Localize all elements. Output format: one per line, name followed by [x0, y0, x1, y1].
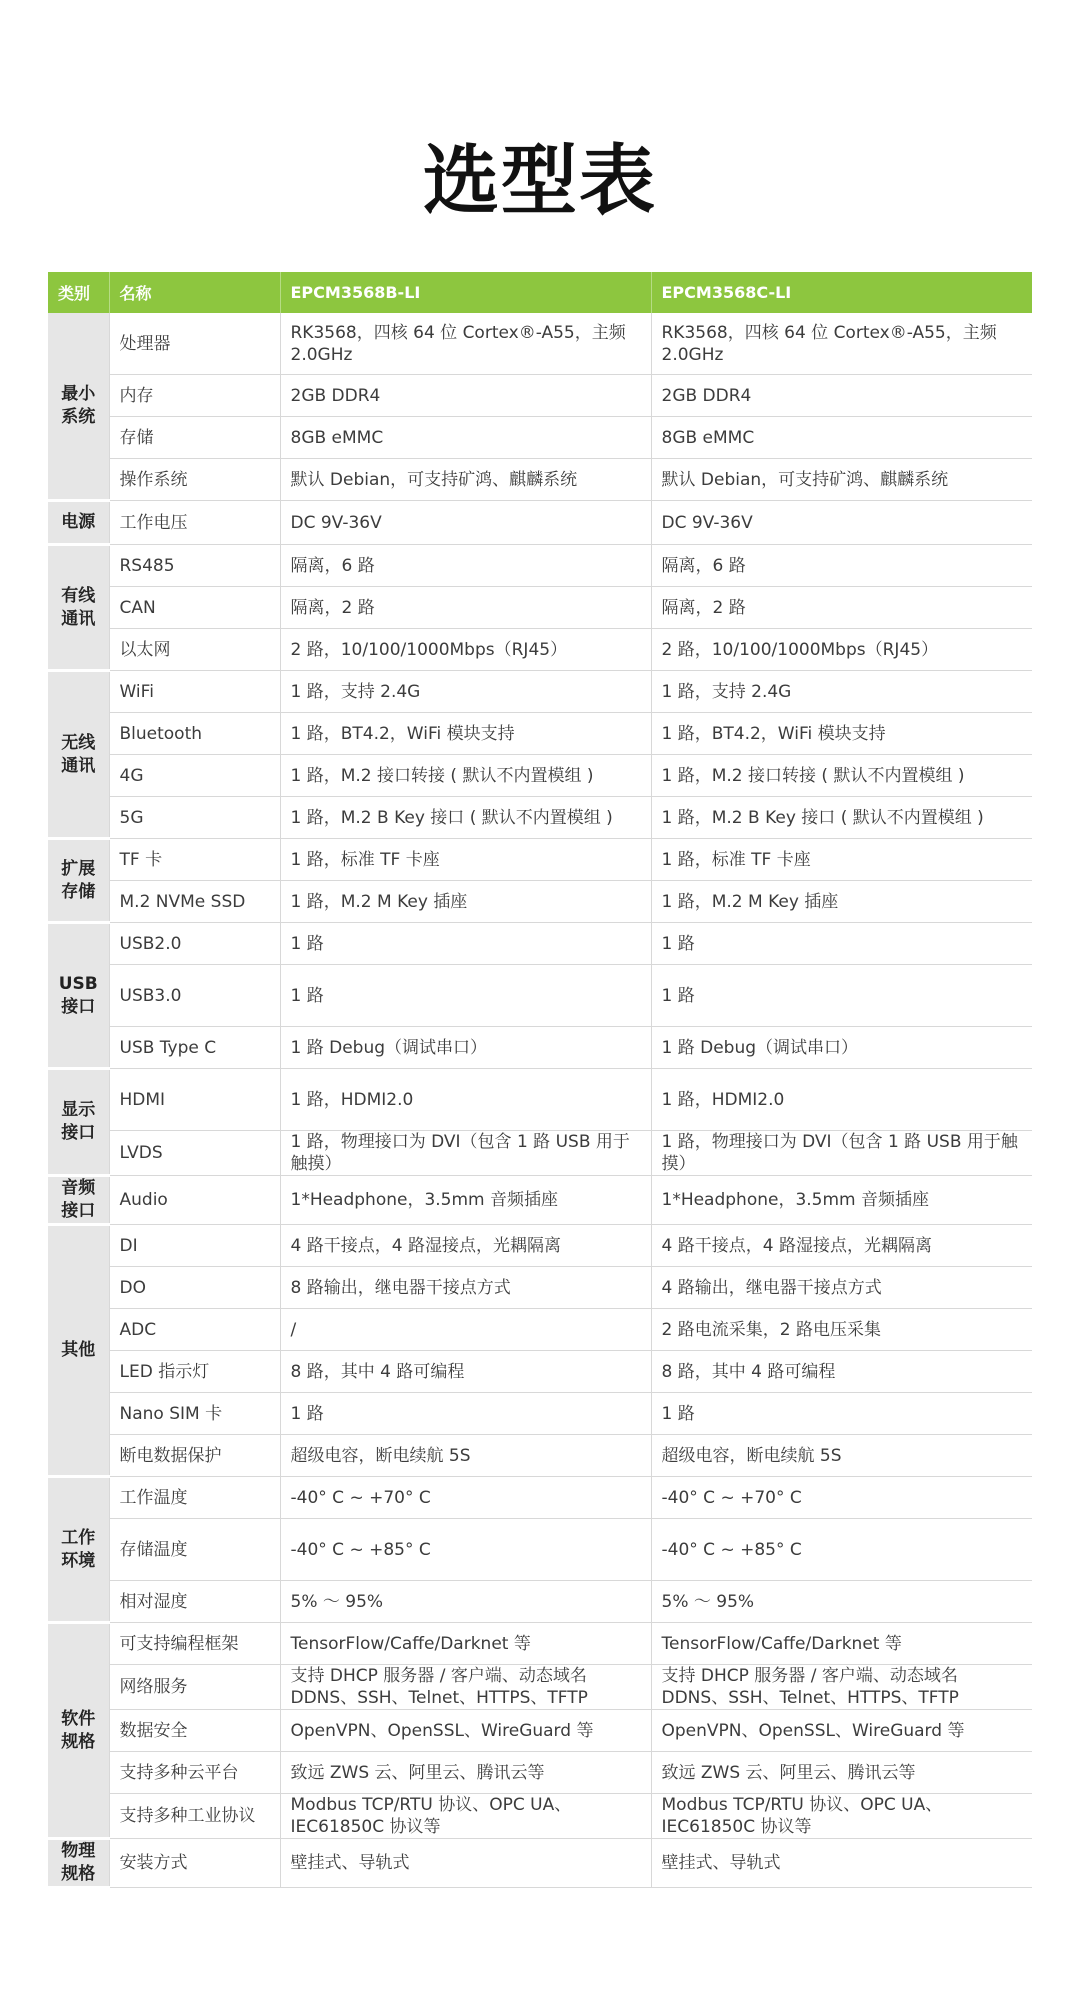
spec-value-b-cell: 默认 Debian，可支持矿鸿、麒麟系统	[280, 459, 651, 501]
spec-value-c-cell: Modbus TCP/RTU 协议、OPC UA、IEC61850C 协议等	[651, 1794, 1032, 1839]
table-row	[48, 417, 1032, 459]
spec-value-b-cell: 4 路干接点，4 路湿接点，光耦隔离	[280, 1225, 651, 1267]
category-cell: 最小 系统	[48, 313, 109, 501]
spec-name-cell: CAN	[109, 587, 280, 629]
table-row	[48, 839, 1032, 881]
spec-value-c-cell: TensorFlow/Caffe/Darknet 等	[651, 1623, 1032, 1665]
spec-value-b-cell: 2GB DDR4	[280, 375, 651, 417]
table-row	[48, 375, 1032, 417]
table-row	[48, 1176, 1032, 1225]
spec-value-c-cell: 默认 Debian，可支持矿鸿、麒麟系统	[651, 459, 1032, 501]
spec-value-b-cell: 1 路 Debug（调试串口）	[280, 1027, 651, 1069]
spec-name-cell: 4G	[109, 755, 280, 797]
spec-value-b-cell: 隔离，2 路	[280, 587, 651, 629]
spec-name-cell: 支持多种云平台	[109, 1752, 280, 1794]
table-row	[48, 313, 1032, 375]
spec-name-cell: Bluetooth	[109, 713, 280, 755]
spec-value-c-cell: 隔离，6 路	[651, 545, 1032, 587]
spec-value-b-cell: 8 路，其中 4 路可编程	[280, 1351, 651, 1393]
spec-value-b-cell: Modbus TCP/RTU 协议、OPC UA、IEC61850C 协议等	[280, 1794, 651, 1839]
header-category: 类别	[48, 272, 109, 313]
table-row	[48, 713, 1032, 755]
spec-name-cell: 以太网	[109, 629, 280, 671]
spec-value-c-cell: -40° C ~ +70° C	[651, 1477, 1032, 1519]
category-cell: 其他	[48, 1225, 109, 1477]
table-row	[48, 797, 1032, 839]
spec-value-c-cell: 2 路电流采集，2 路电压采集	[651, 1309, 1032, 1351]
spec-value-c-cell: 2GB DDR4	[651, 375, 1032, 417]
table-row	[48, 671, 1032, 713]
spec-value-b-cell: 5% ～ 95%	[280, 1581, 651, 1623]
category-cell: 软件 规格	[48, 1623, 109, 1839]
spec-value-c-cell: 1 路，M.2 M Key 插座	[651, 881, 1032, 923]
spec-value-c-cell: 1 路，物理接口为 DVI（包含 1 路 USB 用于触摸）	[651, 1131, 1032, 1176]
table-row	[48, 545, 1032, 587]
spec-value-b-cell: 8GB eMMC	[280, 417, 651, 459]
spec-name-cell: 支持多种工业协议	[109, 1794, 280, 1839]
spec-value-b-cell: TensorFlow/Caffe/Darknet 等	[280, 1623, 651, 1665]
spec-value-c-cell: -40° C ~ +85° C	[651, 1519, 1032, 1581]
spec-value-b-cell: 1 路，HDMI2.0	[280, 1069, 651, 1131]
table-row	[48, 501, 1032, 545]
spec-value-c-cell: 1 路，M.2 接口转接 ( 默认不内置模组 )	[651, 755, 1032, 797]
spec-value-b-cell: 超级电容，断电续航 5S	[280, 1435, 651, 1477]
spec-value-b-cell: -40° C ~ +70° C	[280, 1477, 651, 1519]
spec-name-cell: 工作电压	[109, 501, 280, 545]
table-row	[48, 881, 1032, 923]
spec-value-b-cell: 1 路，M.2 M Key 插座	[280, 881, 651, 923]
header-row	[48, 272, 1032, 313]
spec-value-c-cell: 8GB eMMC	[651, 417, 1032, 459]
spec-name-cell: 数据安全	[109, 1710, 280, 1752]
spec-value-c-cell: 1 路，支持 2.4G	[651, 671, 1032, 713]
spec-name-cell: 处理器	[109, 313, 280, 375]
spec-value-b-cell: 1 路	[280, 965, 651, 1027]
category-cell: 无线 通讯	[48, 671, 109, 839]
spec-value-b-cell: 1*Headphone，3.5mm 音频插座	[280, 1176, 651, 1225]
spec-name-cell: 工作温度	[109, 1477, 280, 1519]
header-model-b: EPCM3568B-LI	[280, 272, 651, 313]
spec-value-c-cell: 支持 DHCP 服务器 / 客户端、动态域名 DDNS、SSH、Telnet、HTTPS、TFTP	[651, 1665, 1032, 1710]
spec-value-b-cell: 1 路，M.2 B Key 接口 ( 默认不内置模组 )	[280, 797, 651, 839]
spec-value-b-cell: 支持 DHCP 服务器 / 客户端、动态域名 DDNS、SSH、Telnet、HTTPS、TFTP	[280, 1665, 651, 1710]
spec-value-b-cell: OpenVPN、OpenSSL、WireGuard 等	[280, 1710, 651, 1752]
table-body	[48, 313, 1032, 1888]
spec-value-c-cell: 1 路，HDMI2.0	[651, 1069, 1032, 1131]
page-title: 选型表	[423, 136, 657, 225]
spec-value-c-cell: 1 路，标准 TF 卡座	[651, 839, 1032, 881]
spec-value-c-cell: 致远 ZWS 云、阿里云、腾讯云等	[651, 1752, 1032, 1794]
spec-value-c-cell: 1 路，BT4.2，WiFi 模块支持	[651, 713, 1032, 755]
spec-value-b-cell: 1 路，标准 TF 卡座	[280, 839, 651, 881]
spec-value-b-cell: DC 9V-36V	[280, 501, 651, 545]
spec-name-cell: LED 指示灯	[109, 1351, 280, 1393]
category-cell: 显示 接口	[48, 1069, 109, 1176]
table-row	[48, 1839, 1032, 1888]
spec-value-b-cell: 8 路输出，继电器干接点方式	[280, 1267, 651, 1309]
table-row	[48, 1435, 1032, 1477]
table-row	[48, 1623, 1032, 1665]
table-row	[48, 1519, 1032, 1581]
spec-value-c-cell: 4 路输出，继电器干接点方式	[651, 1267, 1032, 1309]
spec-value-c-cell: 1 路，M.2 B Key 接口 ( 默认不内置模组 )	[651, 797, 1032, 839]
table-row	[48, 1752, 1032, 1794]
spec-value-c-cell: 1*Headphone，3.5mm 音频插座	[651, 1176, 1032, 1225]
spec-value-c-cell: 2 路，10/100/1000Mbps（RJ45）	[651, 629, 1032, 671]
category-cell: 有线 通讯	[48, 545, 109, 671]
spec-value-b-cell: 1 路，物理接口为 DVI（包含 1 路 USB 用于触摸）	[280, 1131, 651, 1176]
spec-value-b-cell: 1 路，支持 2.4G	[280, 671, 651, 713]
table-row	[48, 1665, 1032, 1710]
spec-value-c-cell: RK3568，四核 64 位 Cortex®-A55，主频2.0GHz	[651, 313, 1032, 375]
spec-name-cell: 断电数据保护	[109, 1435, 280, 1477]
spec-name-cell: HDMI	[109, 1069, 280, 1131]
spec-name-cell: ADC	[109, 1309, 280, 1351]
table-row	[48, 1710, 1032, 1752]
spec-value-c-cell: 超级电容，断电续航 5S	[651, 1435, 1032, 1477]
header-model-c: EPCM3568C-LI	[651, 272, 1032, 313]
spec-value-c-cell: 1 路	[651, 1393, 1032, 1435]
spec-value-b-cell: 致远 ZWS 云、阿里云、腾讯云等	[280, 1752, 651, 1794]
category-cell: 音频 接口	[48, 1176, 109, 1225]
spec-name-cell: USB3.0	[109, 965, 280, 1027]
table-row	[48, 1794, 1032, 1839]
header-name: 名称	[109, 272, 280, 313]
spec-name-cell: 可支持编程框架	[109, 1623, 280, 1665]
spec-name-cell: USB2.0	[109, 923, 280, 965]
spec-name-cell: WiFi	[109, 671, 280, 713]
table-row	[48, 1027, 1032, 1069]
spec-value-b-cell: 隔离，6 路	[280, 545, 651, 587]
table-row	[48, 1581, 1032, 1623]
spec-value-b-cell: 1 路，BT4.2，WiFi 模块支持	[280, 713, 651, 755]
spec-value-b-cell: -40° C ~ +85° C	[280, 1519, 651, 1581]
table-row	[48, 1069, 1032, 1131]
spec-value-c-cell: 4 路干接点，4 路湿接点，光耦隔离	[651, 1225, 1032, 1267]
spec-value-b-cell: 壁挂式、导轨式	[280, 1839, 651, 1888]
table-row	[48, 459, 1032, 501]
spec-name-cell: 相对湿度	[109, 1581, 280, 1623]
spec-name-cell: USB Type C	[109, 1027, 280, 1069]
table-row	[48, 587, 1032, 629]
spec-name-cell: TF 卡	[109, 839, 280, 881]
spec-name-cell: 存储温度	[109, 1519, 280, 1581]
table-header	[48, 272, 1032, 313]
spec-value-c-cell: 1 路	[651, 965, 1032, 1027]
table-row	[48, 1267, 1032, 1309]
table-row	[48, 1393, 1032, 1435]
spec-name-cell: 内存	[109, 375, 280, 417]
spec-value-c-cell: DC 9V-36V	[651, 501, 1032, 545]
spec-value-c-cell: 8 路，其中 4 路可编程	[651, 1351, 1032, 1393]
table-row	[48, 1225, 1032, 1267]
spec-name-cell: Audio	[109, 1176, 280, 1225]
spec-value-b-cell: /	[280, 1309, 651, 1351]
table-row	[48, 1309, 1032, 1351]
spec-name-cell: DI	[109, 1225, 280, 1267]
spec-name-cell: Nano SIM 卡	[109, 1393, 280, 1435]
category-cell: 物理 规格	[48, 1839, 109, 1888]
table-row	[48, 1131, 1032, 1176]
spec-name-cell: DO	[109, 1267, 280, 1309]
spec-table	[48, 272, 1032, 1889]
spec-name-cell: RS485	[109, 545, 280, 587]
spec-value-b-cell: 1 路	[280, 1393, 651, 1435]
table-row	[48, 965, 1032, 1027]
category-cell: 电源	[48, 501, 109, 545]
spec-value-b-cell: 2 路，10/100/1000Mbps（RJ45）	[280, 629, 651, 671]
spec-name-cell: LVDS	[109, 1131, 280, 1176]
spec-value-b-cell: 1 路	[280, 923, 651, 965]
spec-name-cell: 存储	[109, 417, 280, 459]
spec-value-b-cell: 1 路，M.2 接口转接 ( 默认不内置模组 )	[280, 755, 651, 797]
table-row	[48, 1351, 1032, 1393]
spec-value-c-cell: OpenVPN、OpenSSL、WireGuard 等	[651, 1710, 1032, 1752]
spec-value-c-cell: 壁挂式、导轨式	[651, 1839, 1032, 1888]
spec-value-b-cell: RK3568，四核 64 位 Cortex®-A55，主频2.0GHz	[280, 313, 651, 375]
spec-name-cell: 网络服务	[109, 1665, 280, 1710]
table-row	[48, 755, 1032, 797]
spec-name-cell: 安装方式	[109, 1839, 280, 1888]
category-cell: USB 接口	[48, 923, 109, 1069]
table-row	[48, 1477, 1032, 1519]
table-row	[48, 923, 1032, 965]
spec-name-cell: M.2 NVMe SSD	[109, 881, 280, 923]
spec-name-cell: 操作系统	[109, 459, 280, 501]
table-row	[48, 629, 1032, 671]
category-cell: 扩展 存储	[48, 839, 109, 923]
spec-name-cell: 5G	[109, 797, 280, 839]
spec-value-c-cell: 1 路 Debug（调试串口）	[651, 1027, 1032, 1069]
category-cell: 工作 环境	[48, 1477, 109, 1623]
spec-value-c-cell: 隔离，2 路	[651, 587, 1032, 629]
spec-value-c-cell: 1 路	[651, 923, 1032, 965]
spec-value-c-cell: 5% ～ 95%	[651, 1581, 1032, 1623]
